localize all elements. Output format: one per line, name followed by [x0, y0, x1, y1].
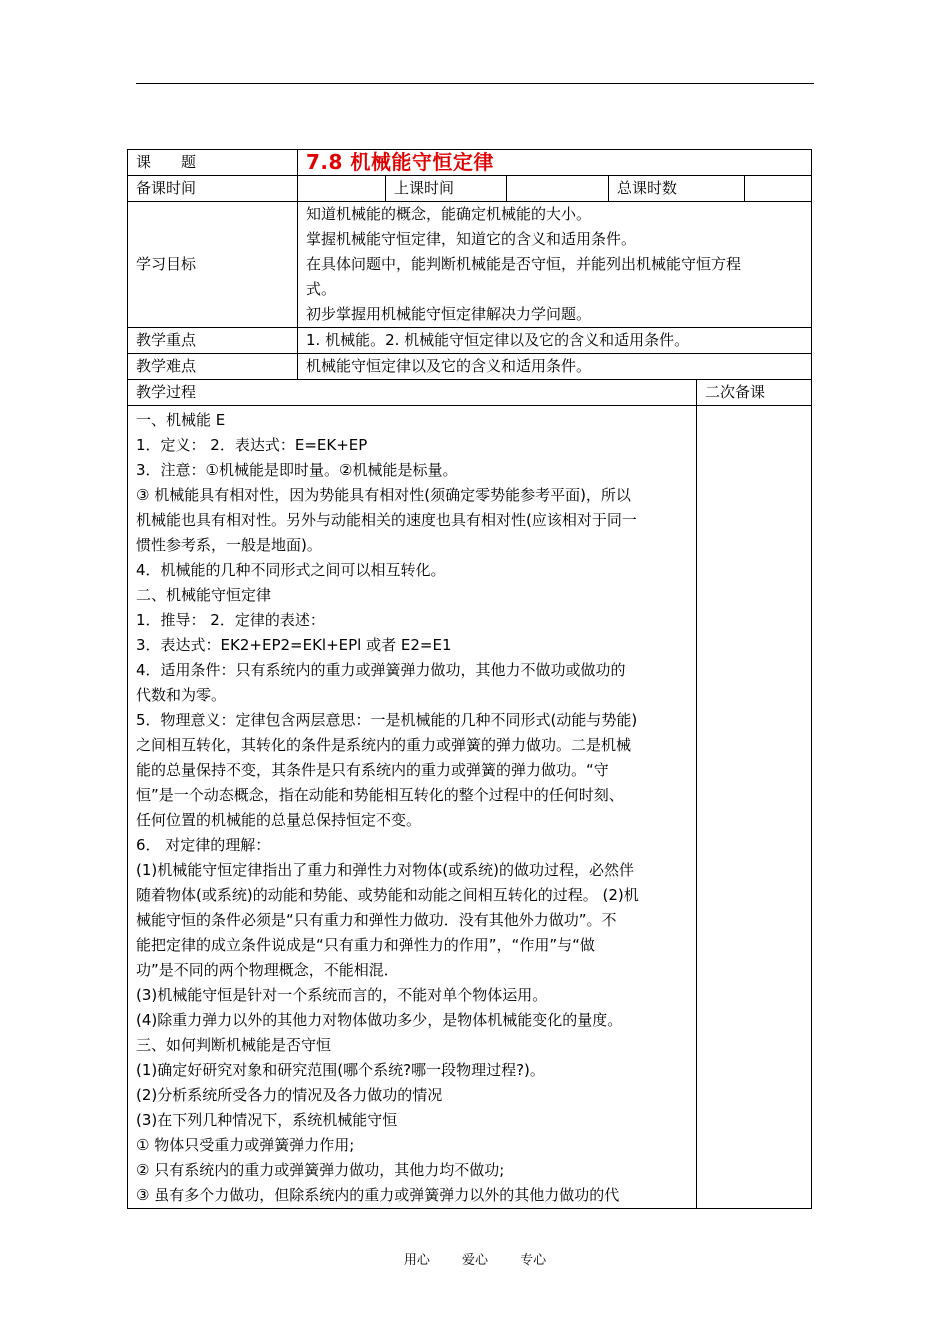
footer-text-2: 爱心 — [461, 1253, 488, 1268]
total-hours-value — [745, 176, 812, 202]
process-line: 三、如何判断机械能是否守恒 — [136, 1036, 332, 1054]
total-hours-label: 总课时数 — [609, 176, 745, 202]
process-line: 随着物体(或系统)的动能和势能、或势能和动能之间相互转化的过程。 (2)机 — [136, 886, 639, 904]
goal-line: 初步掌握用机械能守恒定律解决力学问题。 — [306, 305, 592, 323]
topic-title: 7.8 机械能守恒定律 — [298, 150, 812, 176]
process-line: 能把定律的成立条件说成是“只有重力和弹性力的作用”，“作用”与“做 — [136, 936, 595, 954]
process-line: 3．表达式：EK2+EP2=EKl+EPl 或者 E2=E1 — [136, 636, 452, 654]
process-line: 5．物理意义：定律包含两层意思：一是机械能的几种不同形式(动能与势能) — [136, 711, 638, 729]
class-time-label: 上课时间 — [386, 176, 507, 202]
process-line: 1．定义： 2．表达式：E=EK+EP — [136, 436, 368, 454]
topic-label: 课 题 — [128, 150, 298, 176]
goals-row — [128, 202, 812, 328]
process-line: 恒”是一个动态概念，指在动能和势能相互转化的整个过程中的任何时刻、 — [136, 786, 624, 804]
second-prep-content — [697, 406, 812, 1209]
second-prep-label: 二次备课 — [697, 380, 812, 406]
prep-time-label: 备课时间 — [128, 176, 298, 202]
process-line: 之间相互转化，其转化的条件是系统内的重力或弹簧的弹力做功。二是机械 — [136, 736, 632, 754]
key-points-value: 1. 机械能。2. 机械能守恒定律以及它的含义和适用条件。 — [298, 328, 812, 354]
process-line: 3．注意：①机械能是即时量。②机械能是标量。 — [136, 461, 458, 479]
process-line: 4．机械能的几种不同形式之间可以相互转化。 — [136, 561, 446, 579]
schedule-row — [128, 176, 812, 202]
goals-content — [298, 202, 812, 328]
process-line: (3)机械能守恒是针对一个系统而言的，不能对单个物体运用。 — [136, 986, 548, 1004]
process-line: ③ 虽有多个力做功，但除系统内的重力或弹簧弹力以外的其他力做功的代 — [136, 1186, 620, 1204]
difficulties-value: 机械能守恒定律以及它的含义和适用条件。 — [298, 354, 812, 380]
goal-line: 式。 — [306, 280, 337, 298]
page-footer — [0, 1249, 950, 1268]
topic-row — [128, 150, 812, 176]
goal-line: 在具体问题中，能判断机械能是否守恒，并能列出机械能守恒方程 — [306, 255, 742, 273]
process-line: 机械能也具有相对性。另外与动能相关的速度也具有相对性(应该相对于同一 — [136, 511, 637, 529]
process-line: 二、机械能守恒定律 — [136, 586, 272, 604]
process-line: (1)确定好研究对象和研究范围(哪个系统?哪一段物理过程?)。 — [136, 1061, 545, 1079]
key-points-label: 教学重点 — [128, 328, 298, 354]
difficulties-label: 教学难点 — [128, 354, 298, 380]
process-label: 教学过程 — [128, 380, 697, 406]
process-line: 惯性参考系，一般是地面)。 — [136, 536, 322, 554]
process-content — [128, 406, 697, 1209]
process-line: 一、机械能 E — [136, 411, 226, 429]
process-line: 功”是不同的两个物理概念，不能相混． — [136, 961, 399, 979]
process-line: 6． 对定律的理解： — [136, 836, 271, 854]
process-line: 任何位置的机械能的总量总保持恒定不变。 — [136, 811, 422, 829]
process-header-row — [128, 380, 812, 406]
prep-time-value — [298, 176, 386, 202]
process-line: (4)除重力弹力以外的其他力对物体做功多少，是物体机械能变化的量度。 — [136, 1011, 623, 1029]
key-points-row — [128, 328, 812, 354]
goal-line: 知道机械能的概念，能确定机械能的大小。 — [306, 205, 592, 223]
process-line: ② 只有系统内的重力或弹簧弹力做功，其他力均不做功; — [136, 1161, 505, 1179]
goal-line: 掌握机械能守恒定律，知道它的含义和适用条件。 — [306, 230, 637, 248]
process-line: 械能守恒的条件必须是“只有重力和弹性力做功．没有其他外力做功”。不 — [136, 911, 617, 929]
process-line: 4．适用条件：只有系统内的重力或弹簧弹力做功，其他力不做功或做功的 — [136, 661, 626, 679]
process-body-row — [128, 406, 812, 1209]
footer-text-1: 用心 — [403, 1253, 430, 1268]
header-rule — [136, 83, 814, 84]
process-line: 代数和为零。 — [136, 686, 227, 704]
process-line: (2)分析系统所受各力的情况及各力做功的情况 — [136, 1086, 443, 1104]
process-line: 1．推导： 2．定律的表述： — [136, 611, 325, 629]
process-line: (1)机械能守恒定律指出了重力和弹性力对物体(或系统)的做功过程，必然伴 — [136, 861, 634, 879]
process-line: ① 物体只受重力或弹簧弹力作用; — [136, 1136, 355, 1154]
footer-text-3: 专心 — [520, 1253, 547, 1268]
lesson-plan-table — [127, 149, 812, 1209]
process-line: (3)在下列几种情况下，系统机械能守恒 — [136, 1111, 398, 1129]
class-time-value — [507, 176, 609, 202]
process-line: ③ 机械能具有相对性，因为势能具有相对性(须确定零势能参考平面)，所以 — [136, 486, 631, 504]
difficulties-row — [128, 354, 812, 380]
process-line: 能的总量保持不变，其条件是只有系统内的重力或弹簧的弹力做功。“守 — [136, 761, 609, 779]
goals-label: 学习目标 — [128, 202, 298, 328]
